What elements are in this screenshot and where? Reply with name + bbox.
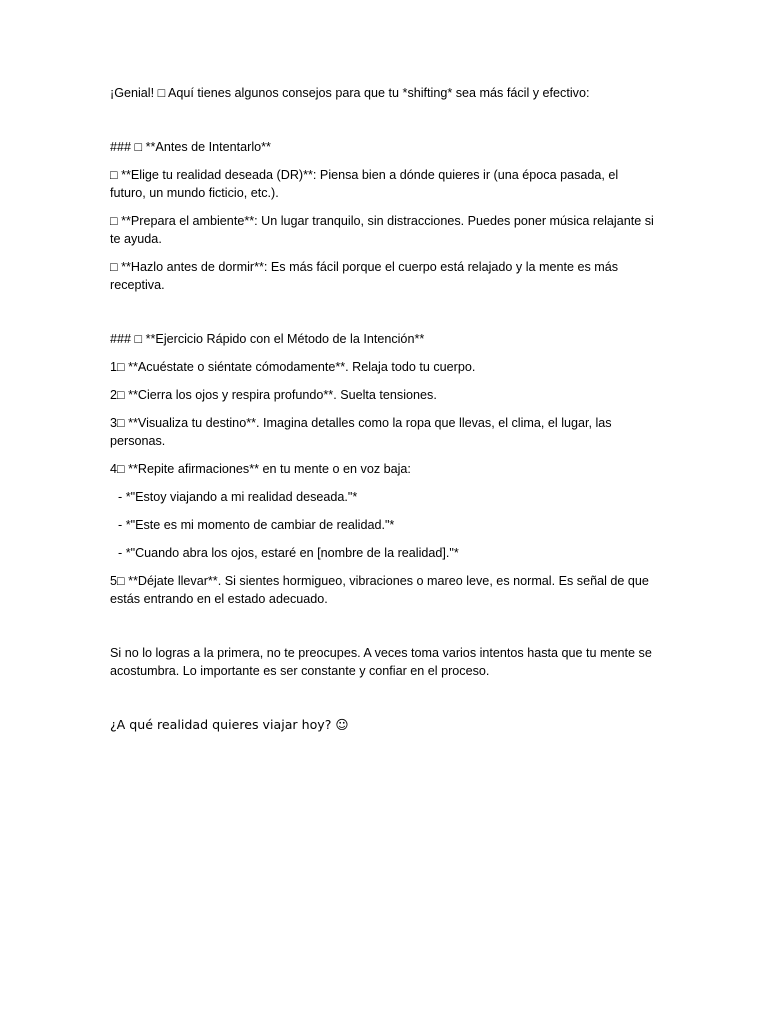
step-3: 3□ **Visualiza tu destino**. Imagina detalles como la ropa que llevas, el clima, el lugar, las personas. bbox=[110, 416, 612, 448]
tip-before-sleep: □ **Hazlo antes de dormir**: Es más fácil porque el cuerpo está relajado y la mente es más receptiva. bbox=[110, 260, 619, 292]
affirmation-3: - *"Cuando abra los ojos, estaré en [nombre de la realidad]."* bbox=[118, 546, 459, 560]
step-2: 2□ **Cierra los ojos y respira profundo**. Suelta tensiones. bbox=[110, 388, 437, 402]
tip-choose-reality: □ **Elige tu realidad deseada (DR)**: Piensa bien a dónde quieres ir (una época pasada, el futuro, un mundo ficticio, etc.). bbox=[110, 168, 619, 200]
tip-prepare-environment: □ **Prepara el ambiente**: Un lugar tranquilo, sin distracciones. Puedes poner música relajante si te ayuda. bbox=[110, 214, 654, 246]
affirmation-2: - *"Este es mi momento de cambiar de realidad."* bbox=[118, 518, 395, 532]
closing-paragraph: Si no lo logras a la primera, no te preocupes. A veces toma varios intentos hasta que tu mente se acostumbra. Lo importante es ser constante y confiar en el proceso. bbox=[110, 646, 652, 678]
section-heading-before: ### □ **Antes de Intentarlo** bbox=[110, 140, 271, 154]
document-body bbox=[110, 84, 655, 734]
step-5: 5□ **Déjate llevar**. Si sientes hormigueo, vibraciones o mareo leve, es normal. Es señal de que estás entrando en el estado adecuado. bbox=[110, 574, 649, 606]
affirmation-1: - *"Estoy viajando a mi realidad deseada."* bbox=[118, 490, 358, 504]
section-heading-exercise: ### □ **Ejercicio Rápido con el Método de la Intención** bbox=[110, 332, 425, 346]
intro-paragraph: ¡Genial! □ Aquí tienes algunos consejos para que tu *shifting* sea más fácil y efectivo: bbox=[110, 86, 590, 100]
step-4: 4□ **Repite afirmaciones** en tu mente o en voz baja: bbox=[110, 462, 411, 476]
step-1: 1□ **Acuéstate o siéntate cómodamente**. Relaja todo tu cuerpo. bbox=[110, 360, 476, 374]
closing-question: ¿A qué realidad quieres viajar hoy? ☺ bbox=[110, 717, 349, 732]
